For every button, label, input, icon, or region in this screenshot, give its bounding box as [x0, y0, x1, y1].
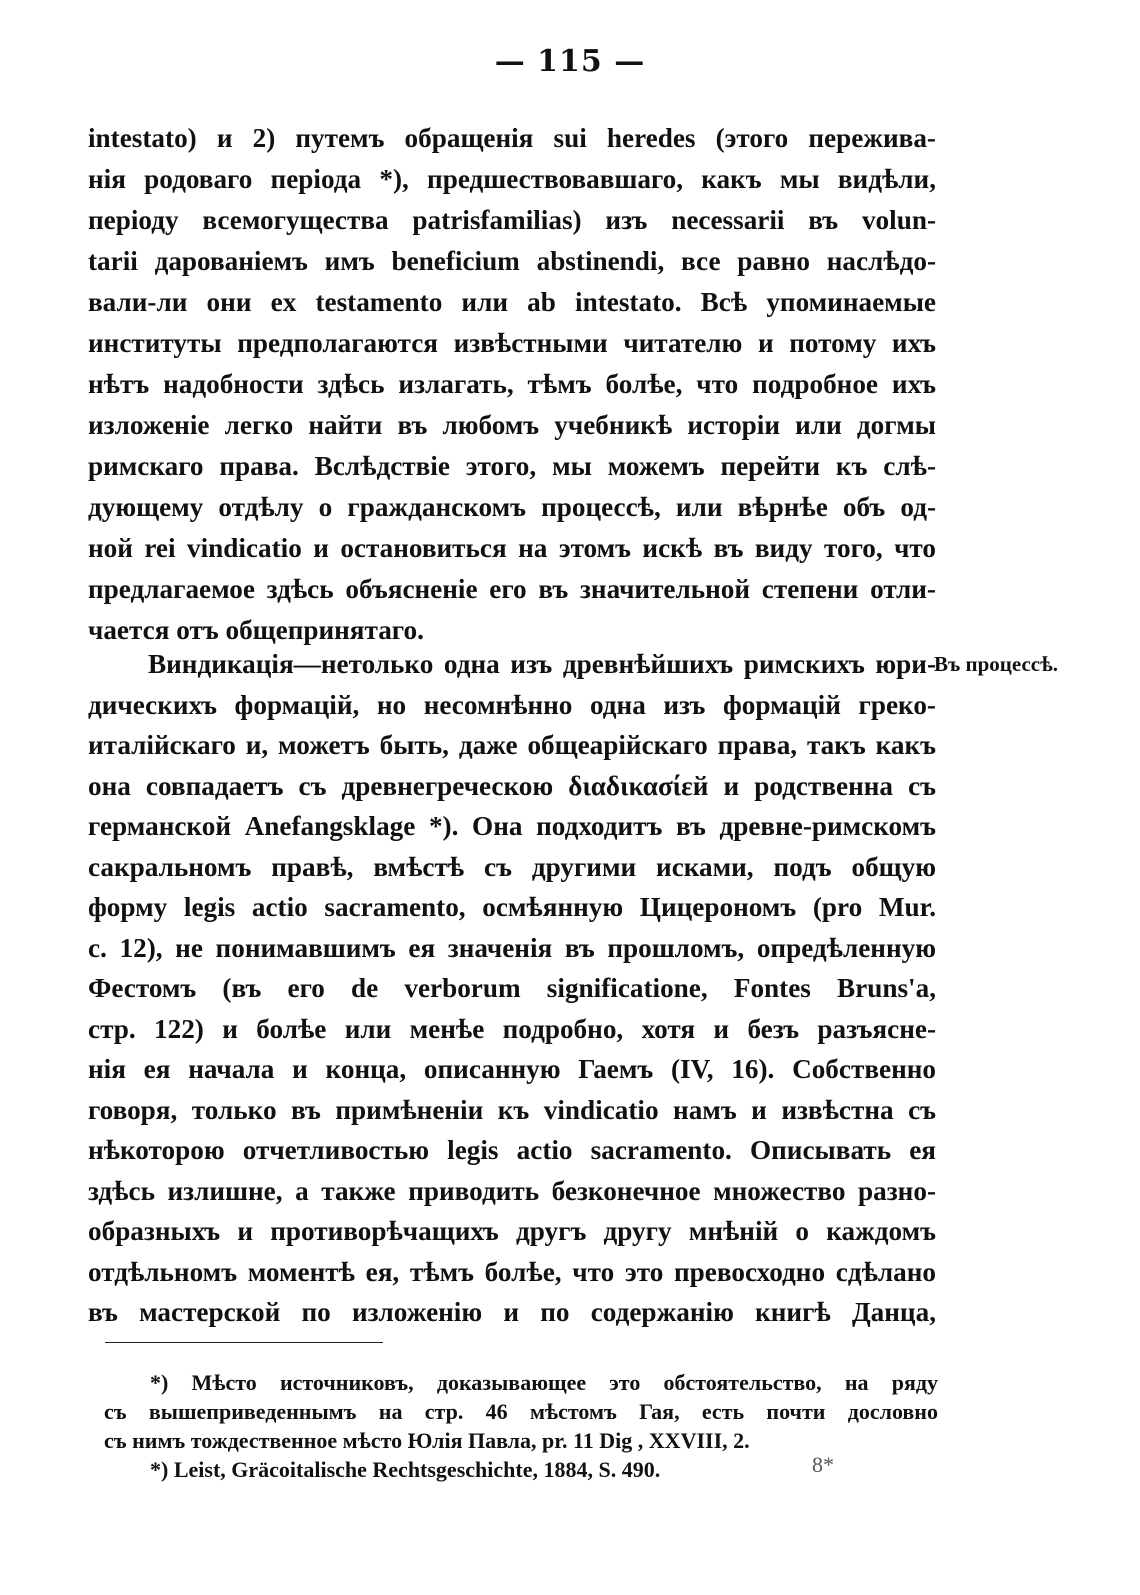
paragraph-1	[88, 118, 936, 651]
text-line: институты предполагаются извѣстными читателю и потому ихъ	[88, 328, 936, 358]
text-line: intestato) и 2) путемъ обращенія sui heredes (этого пережива-	[88, 123, 936, 153]
text-line: чается отъ общепринятаго.	[88, 615, 424, 645]
footnote-rule	[105, 1342, 383, 1343]
margin-note: Въ процессѣ.	[934, 652, 1058, 676]
footnote-line: *) Leist, Gräcoitalische Rechtsgeschichte, 1884, S. 490.	[150, 1457, 661, 1482]
text-line: стр. 122) и болѣе или менѣе подробно, хотя и безъ разъясне-	[88, 1013, 936, 1044]
text-line: предлагаемое здѣсь объясненіе его въ значительной степени отли-	[88, 574, 936, 604]
text-line: нѣтъ надобности здѣсь излагать, тѣмъ болѣе, что подробное ихъ	[88, 369, 936, 399]
text-line: нія родоваго періода *), предшествовавшаго, какъ мы видѣли,	[88, 164, 936, 194]
text-line: tarii дарованіемъ имъ beneficium abstinendi, все равно наслѣдо-	[88, 246, 936, 276]
text-line: нѣкоторою отчетливостью legis actio sacramento. Описывать ея	[88, 1135, 936, 1165]
footnote-line: съ нимъ тождественное мѣсто Юлія Павла, pr. 11 Dig , XXVIII, 2.	[104, 1428, 750, 1453]
text-line: періоду всемогущества patrisfamilias) изъ necessarii въ volun-	[88, 205, 936, 235]
footnote-line: съ вышеприведеннымъ на стр. 46 мѣстомъ Гая, есть почти дословно	[104, 1399, 938, 1424]
text-line: дующему отдѣлу о гражданскомъ процессѣ, или вѣрнѣе объ од-	[88, 492, 936, 522]
text-line: въ мастерской по изложенію и по содержанію книгѣ Данца,	[88, 1297, 936, 1327]
footnote-line: *) Мѣсто источниковъ, доказывающее это обстоятельство, на ряду	[150, 1370, 938, 1395]
text-line: говоря, только въ примѣненіи къ vindicatio намъ и извѣстна съ	[88, 1094, 936, 1125]
paragraph-2	[88, 644, 936, 1333]
text-line: италійскаго и, можетъ быть, даже общеарійскаго права, такъ какъ	[88, 730, 936, 760]
text-line: ной rei vindicatio и остановиться на этомъ искѣ въ виду того, что	[88, 533, 936, 563]
text-line: форму legis actio sacramento, осмѣянную Цицерономъ (pro Mur.	[88, 892, 936, 922]
text-line: c. 12), не понимавшимъ ея значенія въ прошломъ, опредѣленную	[88, 932, 936, 963]
text-line: Виндикація—нетолько одна изъ древнѣйшихъ римскихъ юри-	[148, 649, 936, 679]
signature-mark: 8*	[812, 1452, 834, 1477]
text-line: римскаго права. Вслѣдствіе этого, мы можемъ перейти къ слѣ-	[88, 451, 936, 481]
text-line: вали-ли они ex testamento или ab intestato. Всѣ упоминаемые	[88, 287, 936, 317]
text-line: она совпадаетъ съ древнегреческою διαδικασίεй и родственна съ	[88, 770, 936, 801]
page-number: — 115 —	[494, 44, 646, 79]
text-line: здѣсь излишне, а также приводить безконечное множество разно-	[88, 1175, 936, 1206]
text-line: германской Anefangsklage *). Она подходитъ въ древне-римскомъ	[88, 811, 936, 841]
text-line: нія ея начала и конца, описанную Гаемъ (IV, 16). Собственно	[88, 1054, 936, 1084]
text-line: сакральномъ правѣ, вмѣстѣ съ другими исками, подъ общую	[88, 851, 936, 882]
text-line: изложеніе легко найти въ любомъ учебникѣ исторіи или догмы	[88, 410, 936, 440]
text-line: Фестомъ (въ его de verborum significatione, Fontes Bruns'a,	[88, 973, 936, 1003]
text-line: образныхъ и противорѣчащихъ другъ другу мнѣній о каждомъ	[88, 1216, 936, 1246]
text-line: отдѣльномъ моментѣ ея, тѣмъ болѣе, что это превосходно сдѣлано	[88, 1256, 936, 1287]
text-line: дическихъ формацій, но несомнѣнно одна изъ формацій греко-	[88, 689, 936, 720]
